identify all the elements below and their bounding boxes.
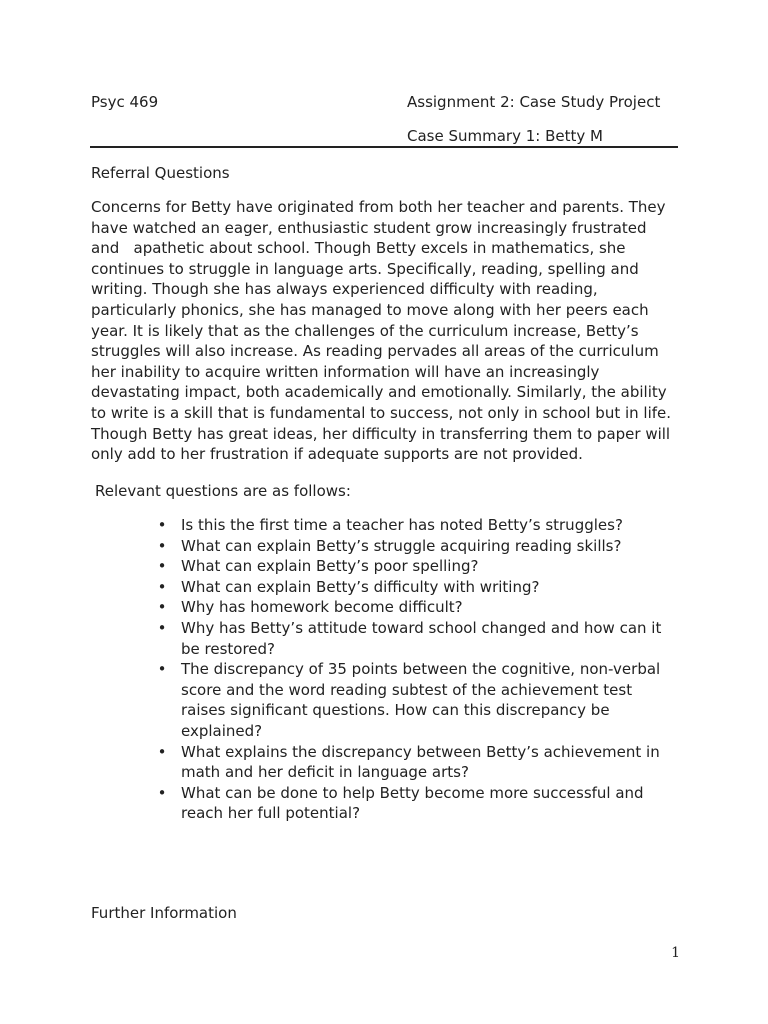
question-item	[156, 618, 676, 659]
paragraph-line: particularly phonics, she has managed to move along with her peers each	[91, 300, 649, 319]
paragraph-line: to write is a skill that is fundamental to success, not only in school but in life.	[91, 403, 672, 422]
case-summary-title: Case Summary 1: Betty M	[407, 127, 603, 145]
questions-list	[156, 515, 676, 824]
bullet-icon: •	[157, 516, 167, 534]
question-text: Why has homework become difficult?	[181, 598, 463, 617]
bullet-icon: •	[157, 742, 167, 761]
question-text: reach her full potential?	[181, 804, 361, 823]
question-text: What can explain Betty’s poor spelling?	[181, 557, 479, 576]
paragraph-line: and apathetic about school. Though Betty excels in mathematics, she	[91, 239, 626, 258]
question-text: raises significant questions. How can this discrepancy be	[181, 701, 610, 720]
paragraph-line: writing. Though she has always experienced difficulty with reading,	[91, 280, 598, 299]
referral-questions-heading: Referral Questions	[91, 164, 230, 182]
bullet-icon: •	[157, 598, 167, 617]
paragraph-line: year. It is likely that as the challenges of the curriculum increase, Betty’s	[91, 321, 639, 340]
question-text: What can explain Betty’s struggle acquiring reading skills?	[181, 536, 622, 555]
question-item	[156, 783, 676, 824]
question-text: What can be done to help Betty become more successful and	[181, 783, 644, 802]
question-item	[156, 659, 676, 741]
assignment-title: Assignment 2: Case Study Project	[407, 93, 661, 111]
bullet-icon: •	[157, 577, 167, 596]
question-text: score and the word reading subtest of the achievement test	[181, 680, 633, 699]
question-item	[156, 515, 676, 536]
question-text: The discrepancy of 35 points between the cognitive, non-verbal	[181, 660, 661, 679]
paragraph-line: only add to her frustration if adequate supports are not provided.	[91, 445, 583, 464]
paragraph-line: have watched an eager, enthusiastic student grow increasingly frustrated	[91, 218, 647, 237]
question-text: be restored?	[181, 639, 276, 658]
page-number: 1	[671, 945, 680, 961]
paragraph-line: Though Betty has great ideas, her difficulty in transferring them to paper will	[91, 424, 671, 443]
question-text: explained?	[181, 721, 263, 740]
question-item	[156, 577, 676, 598]
paragraph-line: devastating impact, both academically and emotionally. Similarly, the ability	[91, 383, 667, 402]
bullet-icon: •	[157, 783, 167, 802]
course-code: Psyc 469	[91, 93, 159, 111]
relevant-questions-intro: Relevant questions are as follows:	[95, 482, 351, 500]
header-rule	[90, 146, 678, 148]
paragraph-line: struggles will also increase. As reading pervades all areas of the curriculum	[91, 342, 659, 361]
question-item	[156, 556, 676, 577]
paragraph-line: her inability to acquire written information will have an increasingly	[91, 362, 600, 381]
question-item	[156, 597, 676, 618]
concerns-paragraph	[91, 197, 681, 465]
question-text: Is this the first time a teacher has noted Betty’s struggles?	[181, 516, 623, 534]
paragraph-line: continues to struggle in language arts. Specifically, reading, spelling and	[91, 259, 639, 278]
further-information-heading: Further Information	[91, 904, 237, 922]
bullet-icon: •	[157, 536, 167, 555]
question-text: math and her deficit in language arts?	[181, 763, 469, 782]
question-item	[156, 536, 676, 557]
question-text: What explains the discrepancy between Betty’s achievement in	[181, 742, 660, 761]
bullet-icon: •	[157, 618, 167, 637]
paragraph-line: Concerns for Betty have originated from both her teacher and parents. They	[91, 198, 666, 216]
question-item	[156, 742, 676, 783]
question-text: What can explain Betty’s difficulty with writing?	[181, 577, 540, 596]
bullet-icon: •	[157, 557, 167, 576]
question-text: Why has Betty’s attitude toward school changed and how can it	[181, 618, 662, 637]
bullet-icon: •	[157, 660, 167, 679]
